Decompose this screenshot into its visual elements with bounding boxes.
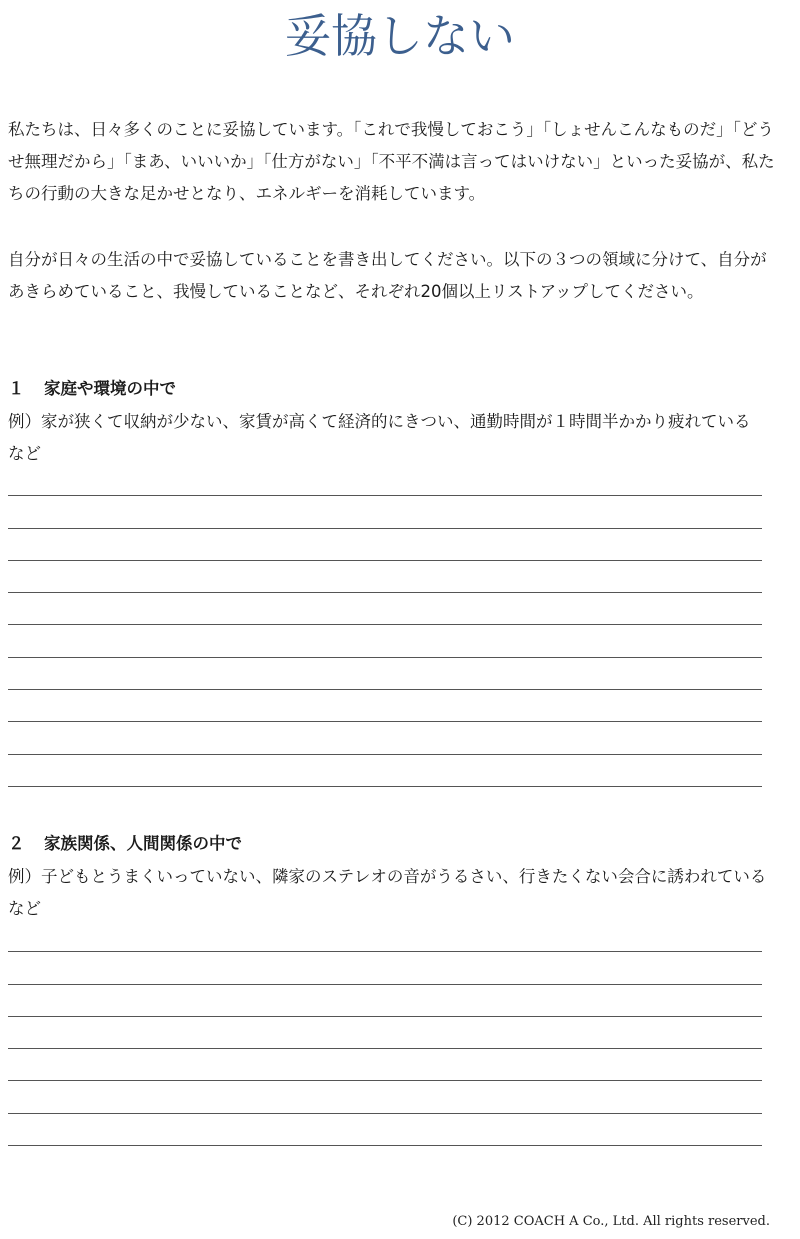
writing-line[interactable]	[8, 1017, 762, 1049]
section-1-title: 家庭や環境の中で	[44, 379, 176, 398]
section-1-writing-lines[interactable]	[8, 464, 762, 787]
writing-line[interactable]	[8, 985, 762, 1017]
page-title: 妥協しない	[285, 9, 515, 63]
writing-line[interactable]	[8, 529, 762, 561]
section-1-heading	[8, 373, 176, 405]
writing-line[interactable]	[8, 952, 762, 984]
section-2-writing-lines[interactable]	[8, 920, 762, 1146]
writing-line[interactable]	[8, 1114, 762, 1146]
writing-line[interactable]	[8, 690, 762, 722]
writing-line[interactable]	[8, 593, 762, 625]
writing-line[interactable]	[8, 1049, 762, 1081]
writing-line[interactable]	[8, 1081, 762, 1113]
writing-line[interactable]	[8, 920, 762, 952]
intro-paragraph-2: 自分が日々の生活の中で妥協していることを書き出してください。以下の３つの領域に分けて、自分があきらめていること、我慢していることなど、それぞれ20個以上リストアップしてください。	[8, 250, 767, 301]
section-1-number: １	[8, 379, 25, 398]
section-2-example: 例）子どもとうまくいっていない、隣家のステレオの音がうるさい、行きたくない会合に誘われている など	[8, 867, 783, 918]
writing-line[interactable]	[8, 464, 762, 496]
writing-line[interactable]	[8, 561, 762, 593]
section-1-example: 例）家が狭くて収納が少ない、家賃が高くて経済的にきつい、通勤時間が１時間半かかり疲れている など	[8, 412, 767, 463]
writing-line[interactable]	[8, 722, 762, 754]
section-2-title: 家族関係、人間関係の中で	[44, 834, 242, 853]
writing-line[interactable]	[8, 496, 762, 528]
section-2-heading	[8, 828, 242, 860]
section-2-number: ２	[8, 834, 25, 853]
intro-paragraph-1: 私たちは、日々多くのことに妥協しています。「これで我慢しておこう」「しょせんこんなものだ」「どうせ無理だから」「まあ、いいいか」「仕方がない」「不平不満は言ってはいけない」といった妥協が、私たちの行動の大きな足かせとなり、エネルギーを消耗しています。	[8, 120, 775, 203]
writing-line[interactable]	[8, 625, 762, 657]
writing-line[interactable]	[8, 755, 762, 787]
writing-line[interactable]	[8, 658, 762, 690]
copyright-notice: (C) 2012 COACH A Co., Ltd. All rights reserved.	[452, 1214, 770, 1229]
